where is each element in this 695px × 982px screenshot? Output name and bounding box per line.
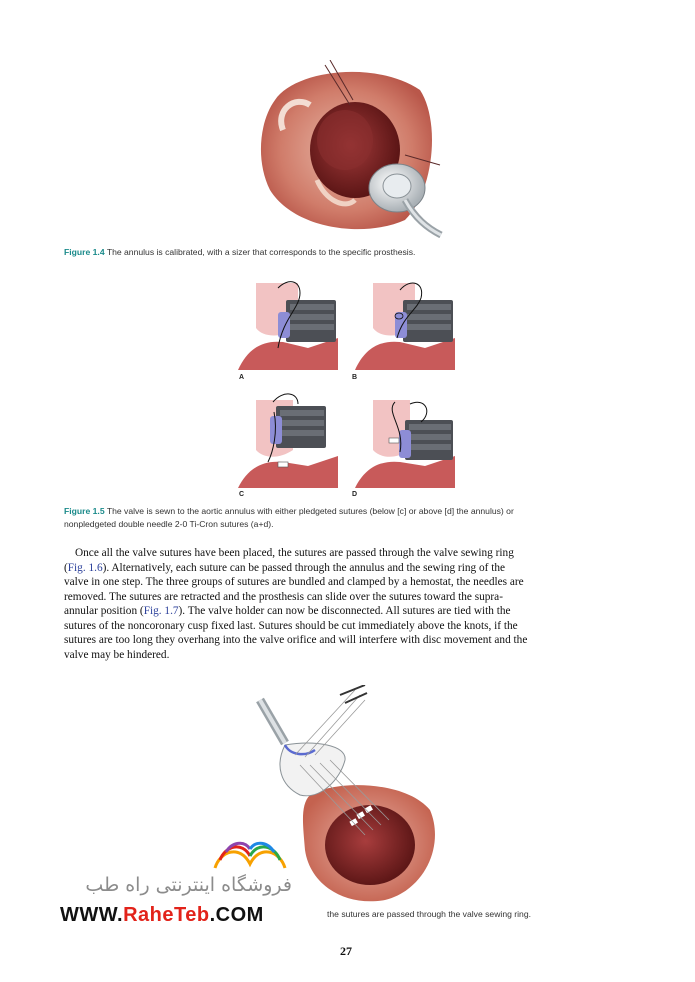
watermark-url-suffix: .COM xyxy=(209,904,264,926)
figure-label: Figure 1.5 xyxy=(64,506,105,516)
caption-text: The annulus is calibrated, with a sizer that corresponds to the specific prosthesis. xyxy=(106,247,416,257)
body-line: removed. The sutures are retracted and the prosthesis can slide over the sutures toward the supra- xyxy=(64,590,503,603)
body-line: Once all the valve sutures have been placed, the sutures are passed through the valve sewing ring xyxy=(75,547,514,559)
panel-label-b: B xyxy=(352,374,358,381)
figure-1-5-panel-c xyxy=(238,392,338,488)
figure-1-5-panel-b xyxy=(355,278,455,370)
watermark-url xyxy=(60,904,264,927)
body-text-fragment: annular position ( xyxy=(64,605,144,617)
body-line: sutures of the noncoronary cusp fixed last. Sutures should be cut immediately above the knots, if the xyxy=(64,619,518,632)
caption-line-1: The valve is sewn to the aortic annulus with either pledgeted sutures (below [c] or above [d] the annulus) or xyxy=(106,506,514,516)
body-line: valve may be hindered. xyxy=(64,648,170,661)
body-paragraph xyxy=(64,546,632,662)
watermark-persian-text: فروشگاه اینترنتی راه طب xyxy=(85,874,292,896)
body-line: sutures are too long they overhang into the valve orifice and will interfere with disc movement and the xyxy=(64,634,528,646)
body-line: valve in one step. The three groups of sutures are bundled and clamped by a hemostat, the needles are xyxy=(64,576,524,588)
figure-reference-link[interactable]: Fig. 1.6 xyxy=(67,561,103,574)
figure-1-5-caption xyxy=(64,505,634,531)
body-text-fragment: ). Alternatively, each suture can be passed through the annulus and the sewing ring of the xyxy=(102,561,505,574)
watermark-url-brand: RaheTeb xyxy=(123,904,210,926)
figure-1-5-panel-a xyxy=(238,278,338,370)
watermark-book-logo xyxy=(210,836,290,870)
figure-reference-link[interactable]: Fig. 1.7 xyxy=(143,605,179,617)
figure-1-4-illustration xyxy=(255,60,445,238)
figure-1-6-caption: the sutures are passed through the valve sewing ring. xyxy=(327,909,531,919)
body-text-fragment: ( xyxy=(64,561,68,574)
panel-label-d: D xyxy=(352,491,358,498)
watermark-url-prefix: WWW. xyxy=(60,904,124,926)
figure-label: Figure 1.4 xyxy=(64,247,105,257)
body-line xyxy=(64,561,632,576)
panel-label-a: A xyxy=(239,374,245,381)
figure-1-4-caption xyxy=(64,246,644,259)
body-line xyxy=(64,604,632,619)
body-text-fragment: ). The valve holder can now be disconnected. All sutures are tied with the xyxy=(178,605,511,617)
page-number: 27 xyxy=(340,944,352,958)
panel-label-c: C xyxy=(239,491,245,498)
figure-1-5-panel-d xyxy=(355,392,455,488)
caption-line-2: nonpledgeted double needle 2-0 Ti-Cron sutures (a+d). xyxy=(64,519,274,529)
